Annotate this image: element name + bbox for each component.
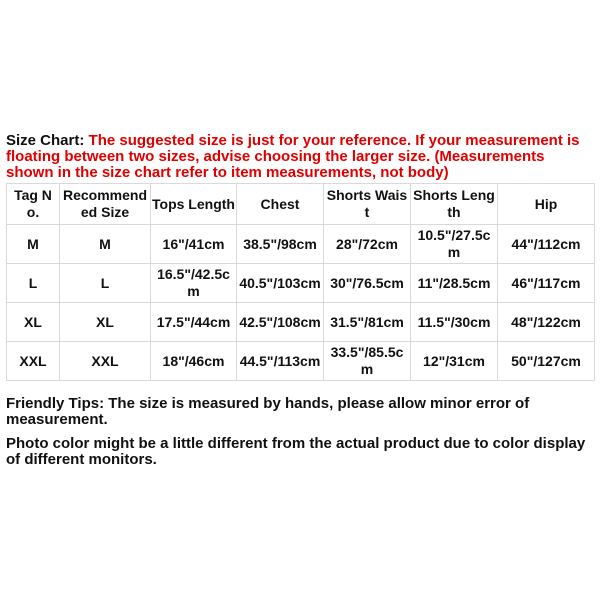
table-cell: XXL bbox=[60, 342, 151, 381]
table-cell: XXL bbox=[7, 342, 60, 381]
table-row bbox=[7, 342, 595, 381]
table-cell: 16.5"/42.5cm bbox=[151, 264, 237, 303]
size-chart-label: Size Chart: bbox=[6, 132, 85, 149]
table-cell: L bbox=[7, 264, 60, 303]
header-chest: Chest bbox=[237, 184, 324, 225]
table-cell: 31.5"/81cm bbox=[324, 303, 411, 342]
header-recommended-size: Recommended Size bbox=[60, 184, 151, 225]
table-row bbox=[7, 264, 595, 303]
table-cell: 10.5"/27.5cm bbox=[411, 225, 498, 264]
friendly-tips: Friendly Tips: The size is measured by hands, please allow minor error of measurement. bbox=[6, 395, 530, 428]
table-cell: 40.5"/103cm bbox=[237, 264, 324, 303]
table-cell: L bbox=[60, 264, 151, 303]
size-chart-intro bbox=[6, 133, 596, 181]
table-cell: 11.5"/30cm bbox=[411, 303, 498, 342]
table-cell: 18"/46cm bbox=[151, 342, 237, 381]
table-cell: M bbox=[60, 225, 151, 264]
table-cell: 50"/127cm bbox=[498, 342, 595, 381]
table-cell: 44.5"/113cm bbox=[237, 342, 324, 381]
size-chart-table bbox=[6, 183, 595, 381]
table-cell: 33.5"/85.5cm bbox=[324, 342, 411, 381]
table-header-row bbox=[7, 184, 595, 225]
header-tag-no: Tag No. bbox=[7, 184, 60, 225]
table-cell: XL bbox=[7, 303, 60, 342]
table-cell: 28"/72cm bbox=[324, 225, 411, 264]
table-row bbox=[7, 225, 595, 264]
table-cell: 44"/112cm bbox=[498, 225, 595, 264]
table-cell: 16"/41cm bbox=[151, 225, 237, 264]
table-cell: 17.5"/44cm bbox=[151, 303, 237, 342]
size-advice-note: The suggested size is just for your reference. If your measurement is floating between two sizes, advise choosing the larger size. (Measurements shown in the size chart refer to item measurements, not body) bbox=[6, 132, 580, 181]
table-cell: 48"/122cm bbox=[498, 303, 595, 342]
table-cell: 46"/117cm bbox=[498, 264, 595, 303]
table-cell: M bbox=[7, 225, 60, 264]
table-row bbox=[7, 303, 595, 342]
header-tops-length: Tops Length bbox=[151, 184, 237, 225]
table-cell: XL bbox=[60, 303, 151, 342]
table-cell: 11"/28.5cm bbox=[411, 264, 498, 303]
header-hip: Hip bbox=[498, 184, 595, 225]
header-shorts-length: Shorts Length bbox=[411, 184, 498, 225]
photo-color-note: Photo color might be a little different from the actual product due to color display of different monitors. bbox=[6, 435, 586, 468]
table-cell: 38.5"/98cm bbox=[237, 225, 324, 264]
table-cell: 42.5"/108cm bbox=[237, 303, 324, 342]
table-cell: 12"/31cm bbox=[411, 342, 498, 381]
table-cell: 30"/76.5cm bbox=[324, 264, 411, 303]
header-shorts-waist: Shorts Waist bbox=[324, 184, 411, 225]
